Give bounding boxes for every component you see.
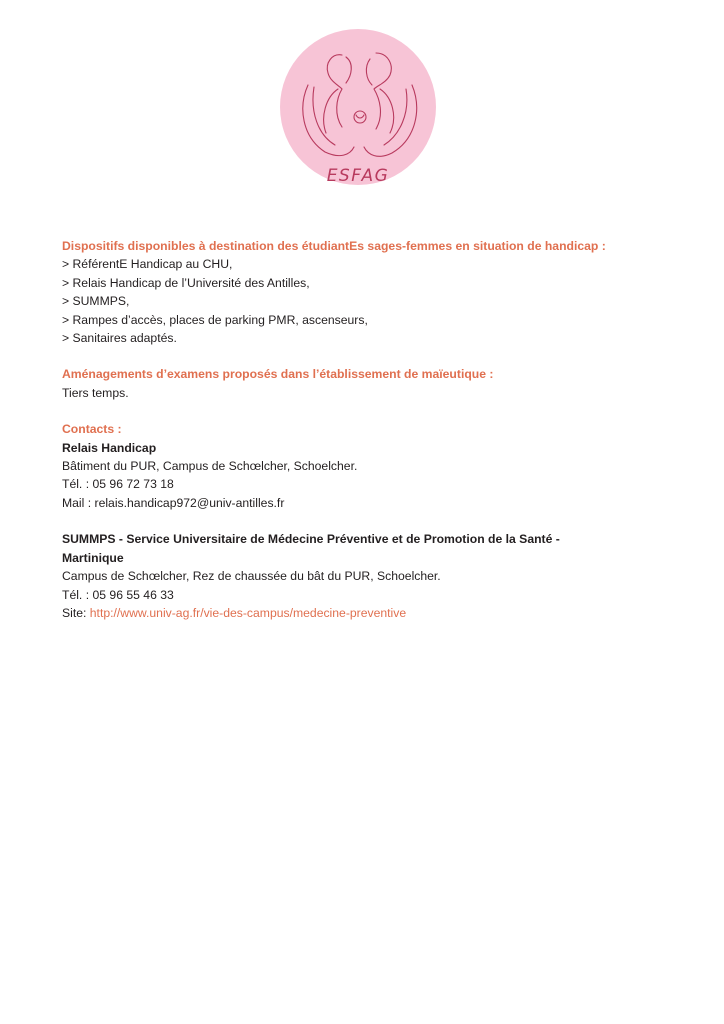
esfag-logo (280, 27, 436, 193)
relais-title: Relais Handicap (62, 440, 157, 455)
site-link[interactable]: http://www.univ-ag.fr/vie-des-campus/medecine-preventive (89, 605, 407, 620)
amenagements-heading: Aménagements d’examens proposés dans l’établissement de maïeutique : (62, 367, 494, 382)
amenagements-text: Tiers temps. (62, 385, 129, 400)
summps-address: Campus de Schœlcher, Rez de chaussée du bât du PUR, Schoelcher. (62, 569, 441, 584)
summps-title: SUMMPS - Service Universitaire de Médecine Préventive et de Promotion de la Santé - (62, 532, 560, 547)
list-item: > RéférentE Handicap au CHU, (62, 257, 233, 272)
summps-site (62, 604, 662, 622)
summps-title-cont: Martinique (62, 550, 124, 565)
list-item: > Sanitaires adaptés. (62, 331, 177, 346)
dispositifs-heading: Dispositifs disponibles à destination des étudiantEs sages-femmes en situation de handicap : (62, 239, 606, 253)
relais-mail: Mail : relais.handicap972@univ-antilles.fr (62, 495, 285, 510)
relais-tel: Tél. : 05 96 72 73 18 (62, 477, 174, 492)
list-item: > SUMMPS, (62, 294, 130, 309)
list-item: > Relais Handicap de l’Université des Antilles, (62, 275, 310, 290)
document-body (62, 237, 662, 622)
site-label: Site: (62, 605, 90, 620)
summps-tel: Tél. : 05 96 55 46 33 (62, 587, 174, 602)
contacts-heading: Contacts : (62, 422, 122, 437)
logo-text: ESFAG (326, 166, 390, 186)
list-item: > Rampes d’accès, places de parking PMR, ascenseurs, (62, 312, 368, 327)
relais-address: Bâtiment du PUR, Campus de Schœlcher, Schoelcher. (62, 459, 358, 474)
